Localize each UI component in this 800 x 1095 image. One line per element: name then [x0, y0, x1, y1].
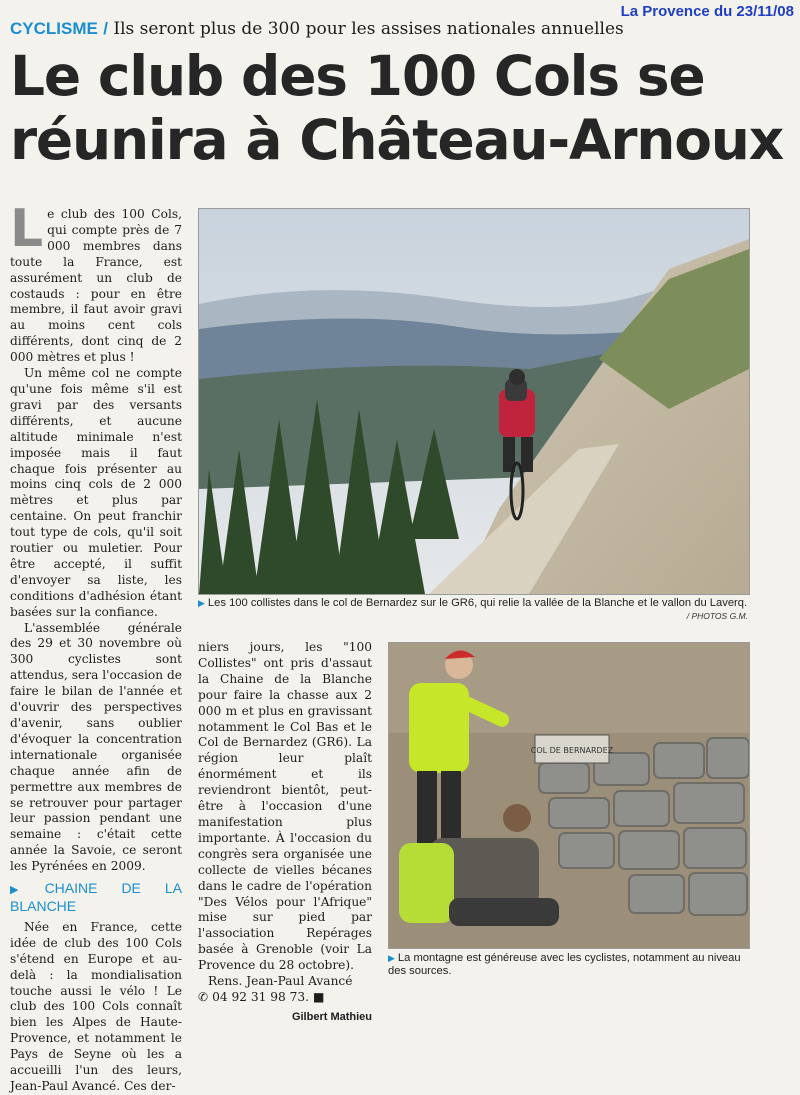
- article-paragraph: Née en France, cette idée de club des 100 Cols s'étend en Europe et au-delà : la mondialisation touche aussi le vélo ! Le club des 100 Cols connaît bien les Alpes de Haute-Provence, et notamment le Pays de Seyne où les a accueilli l'un des leurs, Jean-Paul Avancé. Ces der-: [10, 919, 182, 1093]
- kicker-slash: /: [103, 19, 108, 38]
- triangle-icon: ▶: [198, 598, 205, 608]
- photo-credit: / PHOTOS G.M.: [686, 611, 748, 621]
- section-heading: [10, 881, 182, 915]
- photo-cyclists-at-spring: [388, 642, 750, 949]
- lead-text: e club des 100 Cols, qui compte près de 7 000 membres dans toute la France, est assurément un club de costauds : pour en être membre, il faut avoir gravi au moins cent cols différents, dont cinq de 2 000 mètres et plus !: [10, 207, 182, 365]
- photo2-caption: [388, 952, 748, 978]
- triangle-icon: ▶: [388, 953, 395, 963]
- photo2-caption-text: La montagne est généreuse avec les cyclistes, notamment au niveau des sources.: [388, 952, 741, 977]
- article-column-1: [10, 199, 182, 1095]
- photo-cyclist-mountain-trail: [198, 208, 750, 595]
- headline: Le club des 100 Cols se réunira à Château-Arnoux: [10, 44, 784, 172]
- kicker-text: Ils seront plus de 300 pour les assises nationales annuelles: [113, 19, 624, 39]
- article-paragraph: Un même col ne compte qu'une fois même s'il est gravi par des versants différents, et aucune altitude minimale n'est imposée mais il faut chaque fois présenter au moins cinq cols de 2 000 mètres et plus par centaine. On peut franchir tout type de cols, qu'il soit routier ou muletier. Pour être accepté, il suffit d'envoyer sa liste, les conditions d'adhésion étant basées sur la confiance.: [10, 366, 182, 619]
- article-column-2: [198, 640, 372, 1026]
- article-paragraph: niers jours, les "100 Collistes" ont pris d'assaut la Chaine de la Blanche pour faire la chasse aux 2 000 m et plus en gravissant notamment le Col Bas et le Col de Bernardez (GR6). La région leur plaît énormément et ils reviendront bientôt, peut-être à l'occasion d'une manifestation plus importante. À l'occasion du congrès sera organisée une collecte de vielles bécanes dans le cadre de l'opération "Des Vélos pour l'Afrique" mise sur pied par l'association Repérages basée à Grenoble (voir La Provence du 28 octobre).: [198, 640, 372, 973]
- col-sign-text: COL DE BERNARDEZ: [530, 746, 614, 755]
- photo1-caption: [198, 597, 750, 610]
- source-stamp: La Provence du 23/11/08: [620, 3, 794, 20]
- author-signature: Gilbert Mathieu: [291, 1010, 372, 1023]
- contact-phone: ✆ 04 92 31 98 73. ■: [198, 989, 325, 1004]
- kicker-rubric: CYCLISME: [10, 19, 98, 38]
- article-paragraph: L'assemblée générale des 29 et 30 novembre où 300 cyclistes sont attendus, sera l'occasion de faire le bilan de l'année et d'ouvrir des perspectives d'avenir, sans oublier d'évoquer la concentration internationale organisée chaque année afin de permettre aux membres de se retrouver pour partager leur passion pendant une semaine : c'était cette année la Savoie, ce seront les Pyrénées en 2009.: [10, 620, 182, 874]
- triangle-icon: ▶: [10, 884, 39, 897]
- contact-line: Rens. Jean-Paul Avancé: [208, 974, 353, 989]
- kicker: [10, 19, 624, 39]
- photo1-caption-text: Les 100 collistes dans le col de Bernardez sur le GR6, qui relie la vallée de la Blanche et le vallon du Laverq.: [207, 597, 748, 609]
- section-heading-text: CHAINE DE LA BLANCHE: [10, 880, 182, 914]
- photo-spring-illustration: [389, 643, 749, 948]
- article-lead: [10, 199, 182, 366]
- drop-cap: L: [10, 199, 44, 259]
- photo-cyclist-illustration: [199, 209, 749, 594]
